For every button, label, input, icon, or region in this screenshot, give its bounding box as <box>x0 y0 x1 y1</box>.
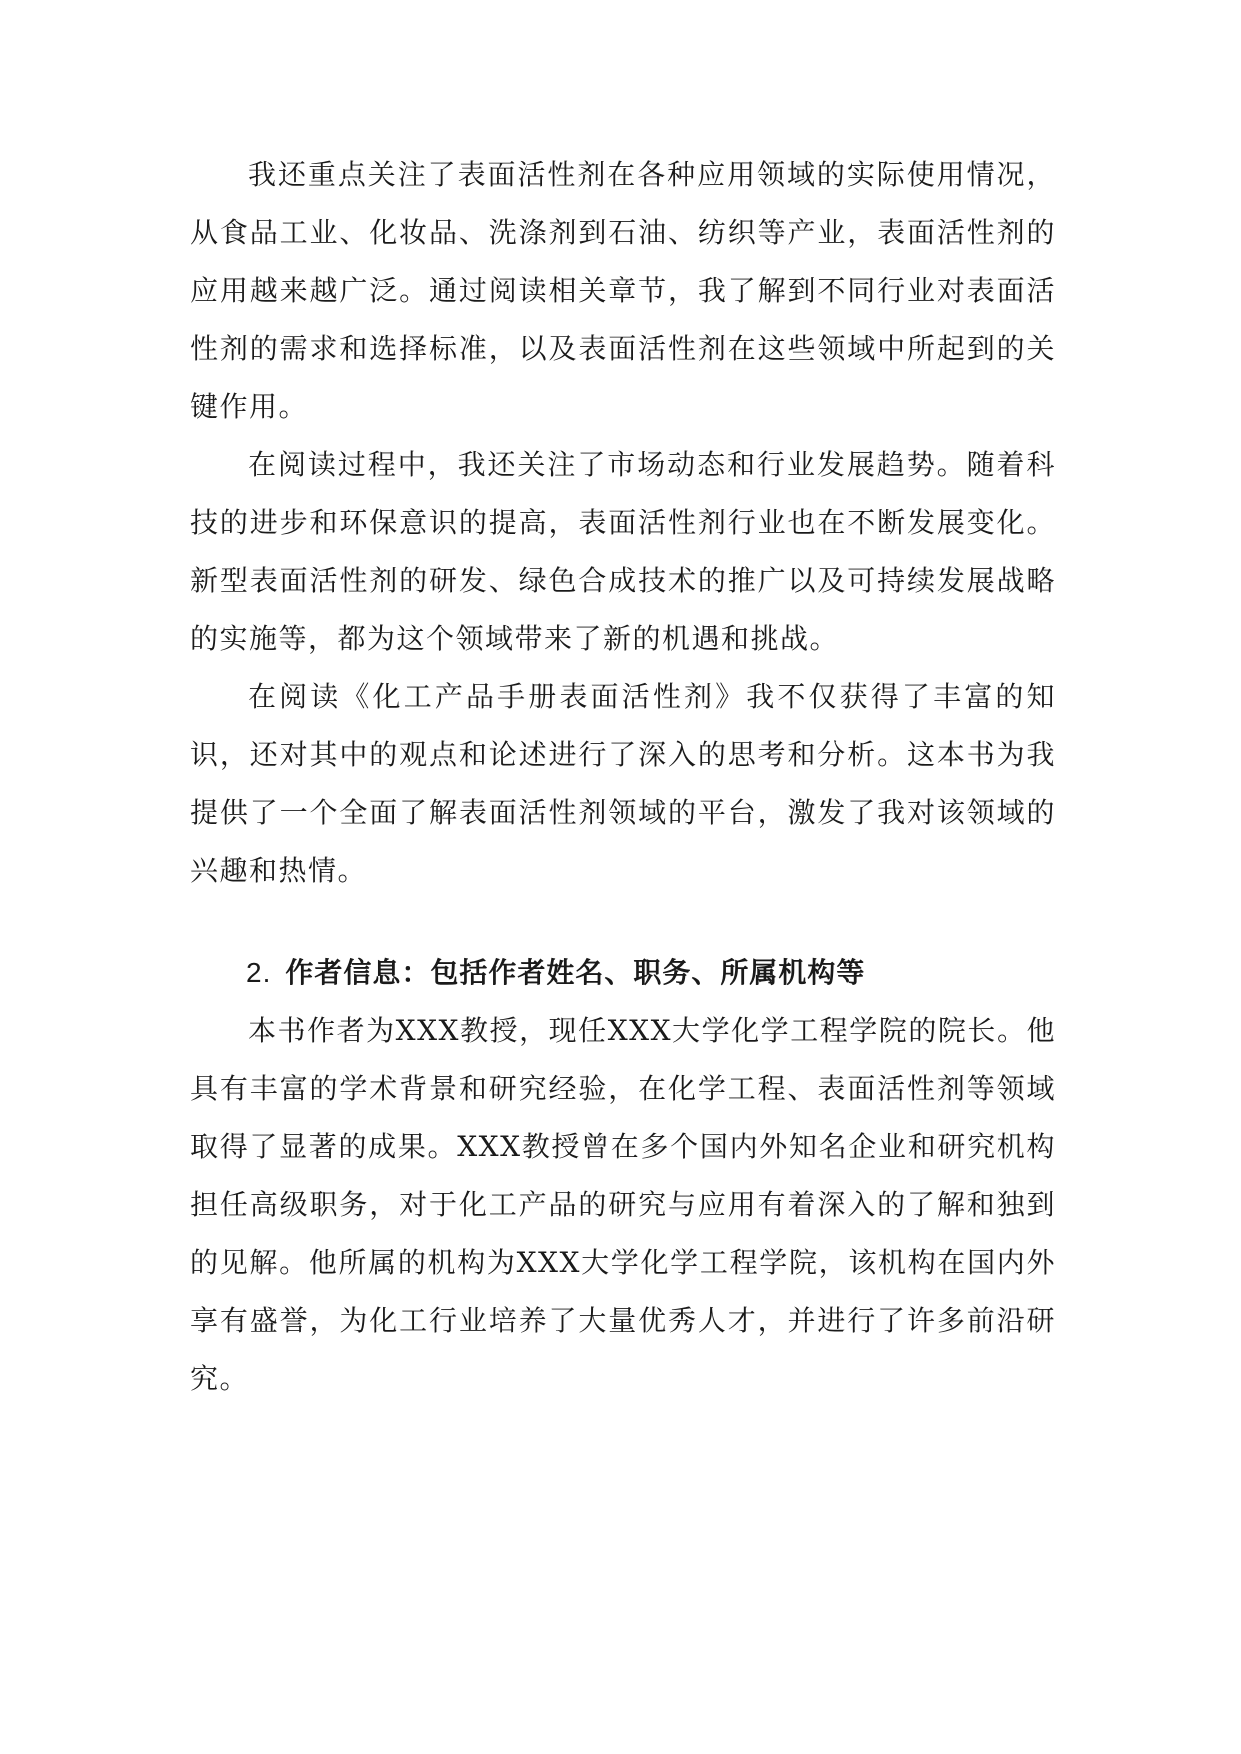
section-number: 2. <box>246 957 272 988</box>
body-paragraph: 在阅读过程中，我还关注了市场动态和行业发展趋势。随着科技的进步和环保意识的提高，表面活性剂行业也在不断发展变化。新型表面活性剂的研发、绿色合成技术的推广以及可持续发展战略的实施等，都为这个领域带来了新的机遇和挑战。 <box>190 448 1056 655</box>
section-heading <box>190 944 1056 1002</box>
document-page <box>190 146 1056 1408</box>
section-title: 作者信息：包括作者姓名、职务、所属机构等 <box>285 956 866 989</box>
body-paragraph: 本书作者为XXX教授，现任XXX大学化学工程学院的院长。他具有丰富的学术背景和研究经验，在化学工程、表面活性剂等领域取得了显著的成果。XXX教授曾在多个国内外知名企业和研究机构担任高级职务，对于化工产品的研究与应用有着深入的了解和独到的见解。他所属的机构为XXX大学化学工程学院，该机构在国内外享有盛誉，为化工行业培养了大量优秀人才，并进行了许多前沿研究。 <box>190 1014 1056 1395</box>
body-paragraph: 在阅读《化工产品手册表面活性剂》我不仅获得了丰富的知识，还对其中的观点和论述进行了深入的思考和分析。这本书为我提供了一个全面了解表面活性剂领域的平台，激发了我对该领域的兴趣和热情。 <box>190 680 1056 887</box>
body-paragraph: 我还重点关注了表面活性剂在各种应用领域的实际使用情况，从食品工业、化妆品、洗涤剂到石油、纺织等产业，表面活性剂的应用越来越广泛。通过阅读相关章节，我了解到不同行业对表面活性剂的需求和选择标准，以及表面活性剂在这些领域中所起到的关键作用。 <box>190 158 1056 423</box>
